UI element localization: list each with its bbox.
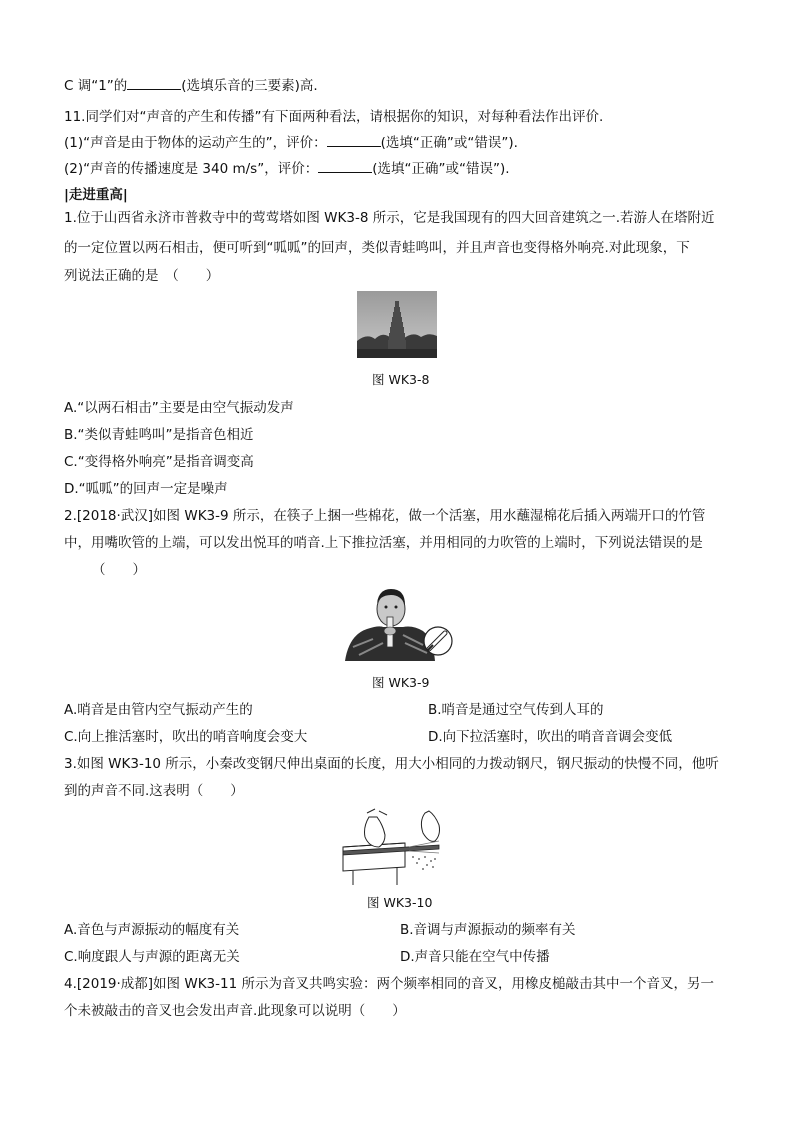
option-d: D.“呱呱”的回声一定是噪声 xyxy=(64,481,228,497)
pagoda-photo xyxy=(357,291,437,358)
section-heading: |走进重高| xyxy=(64,187,128,203)
text: (1)“声音是由于物体的运动产生的”，评价： xyxy=(64,135,327,151)
figure-caption: 图 WK3-9 xyxy=(372,675,430,690)
text: (选填“正确”或“错误”). xyxy=(380,135,518,151)
answer-blank[interactable] xyxy=(127,76,181,90)
option-b: B.音调与声源振动的频率有关 xyxy=(400,922,576,938)
boy-whistle-illustration xyxy=(343,583,453,661)
answer-blank[interactable] xyxy=(327,133,381,147)
text: (2)“声音的传播速度是 340 m/s”，评价： xyxy=(64,161,319,177)
option-d: D.声音只能在空气中传播 xyxy=(400,949,550,965)
question-2-line-3: （ ） xyxy=(92,562,146,578)
question-4-line-2: 个未被敲击的音叉也会发出声音.此现象可以说明（ ） xyxy=(64,1003,406,1019)
answer-blank[interactable] xyxy=(318,159,372,173)
question-2-line-2: 中，用嘴吹管的上端，可以发出悦耳的哨音.上下推拉活塞，并用相同的力吹管的上端时，下列说法错误的是 xyxy=(64,535,703,551)
option-c: C.响度跟人与声源的距离无关 xyxy=(64,949,240,965)
option-d: D.向下拉活塞时，吹出的哨音音调会变低 xyxy=(428,729,673,745)
text: C 调“1”的 xyxy=(64,78,128,94)
option-c: C.向上推活塞时，吹出的哨音响度会变大 xyxy=(64,729,308,745)
question-11-part-1 xyxy=(64,133,518,153)
option-b: B.哨音是通过空气传到人耳的 xyxy=(428,702,604,718)
option-c: C.“变得格外响亮”是指音调变高 xyxy=(64,454,254,470)
question-3-line-1: 3.如图 WK3-10 所示，小秦改变钢尺伸出桌面的长度，用大小相同的力拨动钢尺，钢尺振动的快慢不同，他听 xyxy=(64,756,719,772)
option-b: B.“类似青蛙鸣叫”是指音色相近 xyxy=(64,427,254,443)
question-11-part-2 xyxy=(64,159,510,179)
question-1-line-1: 1.位于山西省永济市普救寺中的莺莺塔如图 WK3-8 所示，它是我国现有的四大回音建筑之一.若游人在塔附近 xyxy=(64,210,715,226)
text: (选填乐音的三要素)高. xyxy=(181,78,318,94)
question-1-line-3: 列说法正确的是 （ ） xyxy=(64,268,220,284)
question-2-line-1: 2.[2018·武汉]如图 WK3-9 所示，在筷子上捆一些棉花，做一个活塞，用水蘸湿棉花后插入两端开口的竹管 xyxy=(64,508,706,524)
option-a: A.“以两石相击”主要是由空气振动发声 xyxy=(64,400,294,416)
question-11: 11.同学们对“声音的产生和传播”有下面两种看法，请根据你的知识，对每种看法作出评价. xyxy=(64,109,604,125)
question-3-line-2: 到的声音不同.这表明（ ） xyxy=(64,783,244,799)
line-pitch-blank xyxy=(64,76,318,96)
ruler-experiment-illustration xyxy=(339,807,451,885)
figure-caption: 图 WK3-10 xyxy=(367,895,433,910)
figure-caption: 图 WK3-8 xyxy=(372,372,430,387)
option-a: A.哨音是由管内空气振动产生的 xyxy=(64,702,253,718)
option-a: A.音色与声源振动的幅度有关 xyxy=(64,922,240,938)
text: (选填“正确”或“错误”). xyxy=(372,161,510,177)
question-1-line-2: 的一定位置以两石相击，便可听到“呱呱”的回声，类似青蛙鸣叫，并且声音也变得格外响亮.对此现象，下 xyxy=(64,240,690,256)
question-4-line-1: 4.[2019·成都]如图 WK3-11 所示为音叉共鸣实验：两个频率相同的音叉，用橡皮槌敲击其中一个音叉，另一 xyxy=(64,976,714,992)
